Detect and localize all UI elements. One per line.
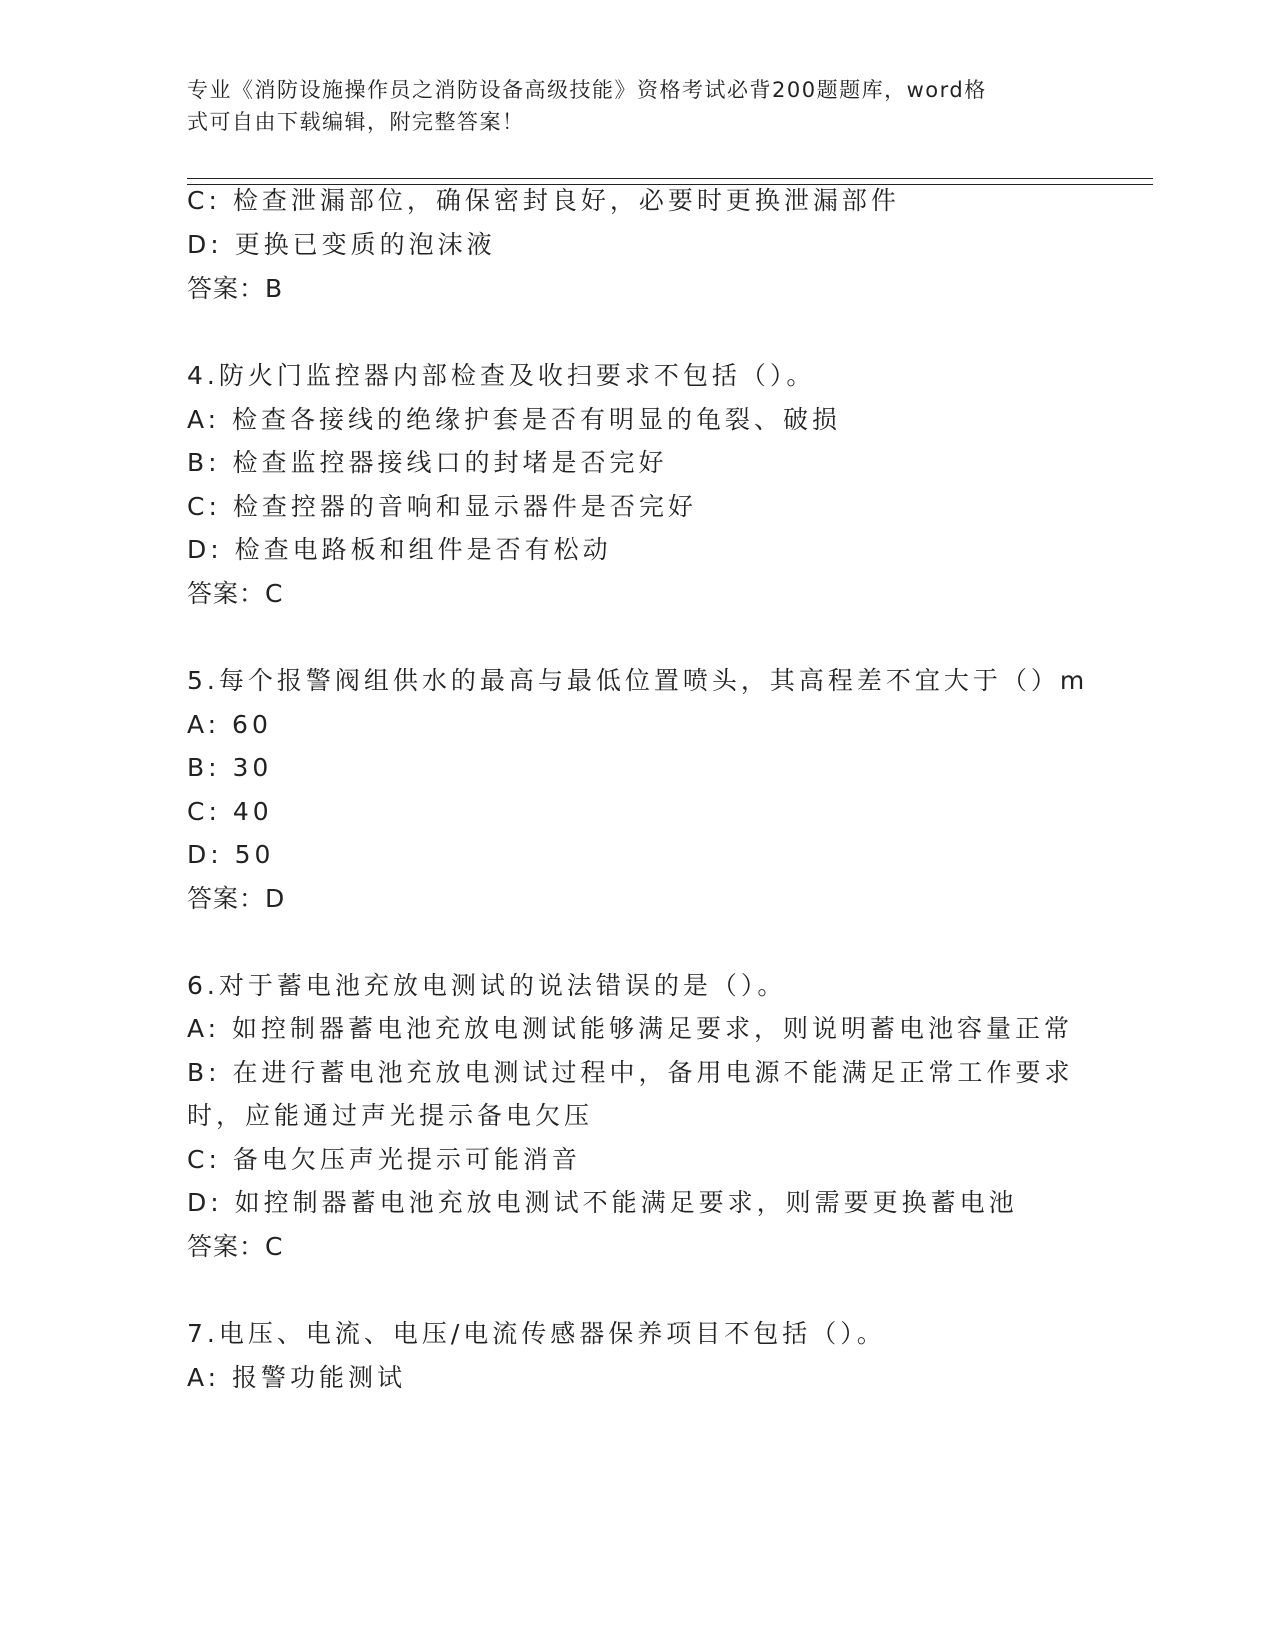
q3-option-d: D: 更换已变质的泡沫液	[187, 230, 496, 259]
q5-option-a: A: 60	[187, 710, 272, 739]
q5-stem: 5.每个报警阀组供水的最高与最低位置喷头，其高程差不宜大于（）m	[187, 666, 1089, 695]
q7-option-a: A: 报警功能测试	[187, 1363, 407, 1392]
document-header	[187, 74, 1067, 138]
q6-option-a: A: 如控制器蓄电池充放电测试能够满足要求，则说明蓄电池容量正常	[187, 1014, 1074, 1043]
q5-answer: 答案：D	[187, 884, 286, 913]
q6-answer: 答案：C	[187, 1232, 284, 1261]
q6-option-d: D: 如控制器蓄电池充放电测试不能满足要求，则需要更换蓄电池	[187, 1188, 1018, 1217]
q5-option-d: D: 50	[187, 840, 275, 869]
header-line-2: 式可自由下载编辑，附完整答案！	[187, 110, 525, 134]
q5-option-c: C: 40	[187, 797, 273, 826]
q6-option-b-line2: 时，应能通过声光提示备电欠压	[187, 1101, 594, 1130]
q7-stem: 7.电压、电流、电压/电流传感器保养项目不包括（）。	[187, 1319, 886, 1348]
q4-option-a: A: 检查各接线的绝缘护套是否有明显的龟裂、破损	[187, 405, 842, 434]
q6-option-c: C: 备电欠压声光提示可能消音	[187, 1145, 581, 1174]
q3-option-c: C: 检查泄漏部位，确保密封良好，必要时更换泄漏部件	[187, 186, 900, 215]
q5-option-b: B: 30	[187, 753, 273, 782]
q6-stem: 6.对于蓄电池充放电测试的说法错误的是（）。	[187, 971, 787, 1000]
header-line-1: 专业《消防设施操作员之消防设备高级技能》资格考试必背200题题库，word格	[187, 78, 987, 102]
q4-option-c: C: 检查控器的音响和显示器件是否完好	[187, 492, 697, 521]
q4-option-b: B: 检查监控器接线口的封堵是否完好	[187, 448, 668, 477]
q4-option-d: D: 检查电路板和组件是否有松动	[187, 535, 612, 564]
header-rule-top	[187, 178, 1153, 179]
q4-stem: 4.防火门监控器内部检查及收扫要求不包括（）。	[187, 361, 816, 390]
q6-option-b-line1: B: 在进行蓄电池充放电测试过程中，备用电源不能满足正常工作要求	[187, 1058, 1074, 1087]
q4-answer: 答案：C	[187, 579, 284, 608]
q3-answer: 答案：B	[187, 274, 284, 303]
